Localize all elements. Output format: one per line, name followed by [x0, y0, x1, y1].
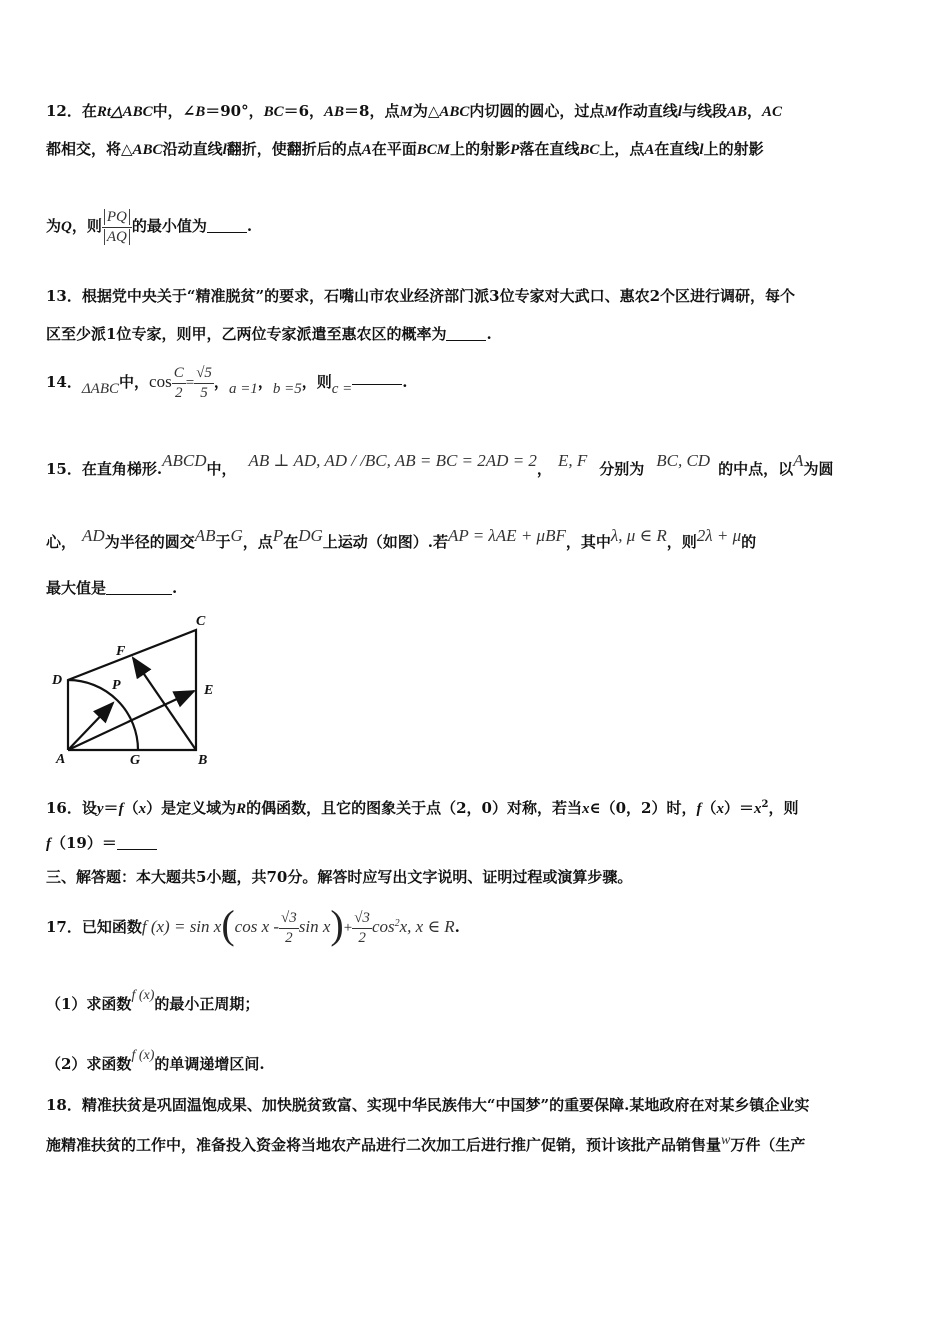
label-d: D — [52, 673, 63, 688]
q14-line: 14．ΔABC中，cos $\frac{C}{2}$ = $\frac{√5}{5}$ ，a =1，b =5，则c = . — [46, 364, 408, 401]
arc-dg: DG — [298, 526, 323, 545]
answer-blank[interactable] — [106, 594, 172, 595]
q17-line: 17．已知函数f (x) = sin x(cos x - $\frac{√3}{2}$ sin x)+ $\frac{√3}{2}$ $\cos^2x$, x ∈ R. — [46, 902, 460, 947]
q18-line2: 施精准扶贫的工作中，准备投入资金将当地农产品进行二次加工后进行推广促销，预计该批产品销售量w万件（生产 — [46, 1133, 806, 1154]
sqrt5-over-5-fraction: $\frac{√5}{5}$ — [196, 364, 212, 401]
sqrt3-over-2-fraction: $\frac{√3}{2}$ — [281, 909, 297, 946]
q16-line2: f（19）＝ — [46, 833, 157, 854]
q12-line3: 为Q，则 $\frac{PQ}{AQ}$ 的最小值为 . — [46, 208, 253, 245]
q15-line2: 心， AD为半径的圆交AB于G，点P在DG上运动（如图）.若AP = λAE + μBF，其中λ, μ ∈ R，则2λ + μ的 — [46, 526, 757, 551]
sqrt3-over-2-fraction: $\frac{√3}{2}$ — [354, 909, 370, 946]
label-b: B — [198, 753, 208, 768]
q13-line2: 区至少派1位专家，则甲，乙两位专家派遣至惠农区的概率为 . — [46, 325, 492, 343]
label-a: A — [56, 752, 66, 767]
label-g: G — [130, 753, 141, 768]
label-p: P — [112, 678, 121, 693]
c-over-2-fraction: $\frac{C}{2}$ — [173, 364, 184, 401]
vector-ap — [68, 703, 113, 750]
q13-line1: 13．根据党中央关于“精准脱贫”的要求，石嘴山市农业经济部门派3位专家对大武口、惠农2个区进行调研，每个 — [46, 287, 796, 305]
q17-part2: （2）求函数f (x)的单调递增区间. — [46, 1048, 265, 1073]
q12-line2: 都相交，将△ABC沿动直线l翻折，使翻折后的点A在平面BCM上的射影P落在直线BC上，点A在直线l上的射影 — [46, 140, 764, 158]
q15-line1: 15．在直角梯形.ABCD中， AB ⊥ AD, AD / /BC, AB = BC = 2AD = 2， E, F 分别为 BC, CD 的中点，以A为圆 — [46, 451, 834, 478]
label-c: C — [196, 614, 206, 629]
q17-part1: （1）求函数f (x)的最小正周期； — [46, 988, 260, 1013]
q16-line1: 16．设y＝f（x）是定义域为R的偶函数，且它的图象关于点（2，0）对称，若当x∈（0，2）时，$f(x)=x^2$，则 — [46, 799, 799, 817]
answer-blank[interactable] — [446, 340, 486, 341]
trapezoid-outline — [68, 630, 196, 750]
q18-line1: 18．精准扶贫是巩固温饱成果、加快脱贫致富、实现中华民族伟大“中国梦”的重要保障.某地政府在对某乡镇企业实 — [46, 1096, 810, 1114]
answer-blank[interactable] — [207, 232, 247, 233]
trapezoid-figure — [46, 608, 226, 773]
trapezoid-diagram — [46, 608, 226, 773]
answer-blank[interactable] — [117, 849, 157, 850]
label-f: F — [116, 644, 126, 659]
pq-over-aq-fraction: $\frac{PQ}{AQ}$ — [102, 208, 132, 247]
q12-line1: 12．在Rt△ABC中，∠B＝90°，BC＝6，AB＝8，点M为△ABC内切圆的圆心，过点M作动直线l与线段AB，AC — [46, 102, 782, 120]
q15-line3: 最大值是 . — [46, 579, 178, 597]
vector-bf — [133, 658, 196, 750]
section-3-heading: 三、解答题：本大题共5小题，共70分。解答时应写出文字说明、证明过程或演算步骤。 — [46, 868, 633, 886]
label-e: E — [204, 683, 214, 698]
answer-blank[interactable] — [352, 384, 402, 385]
